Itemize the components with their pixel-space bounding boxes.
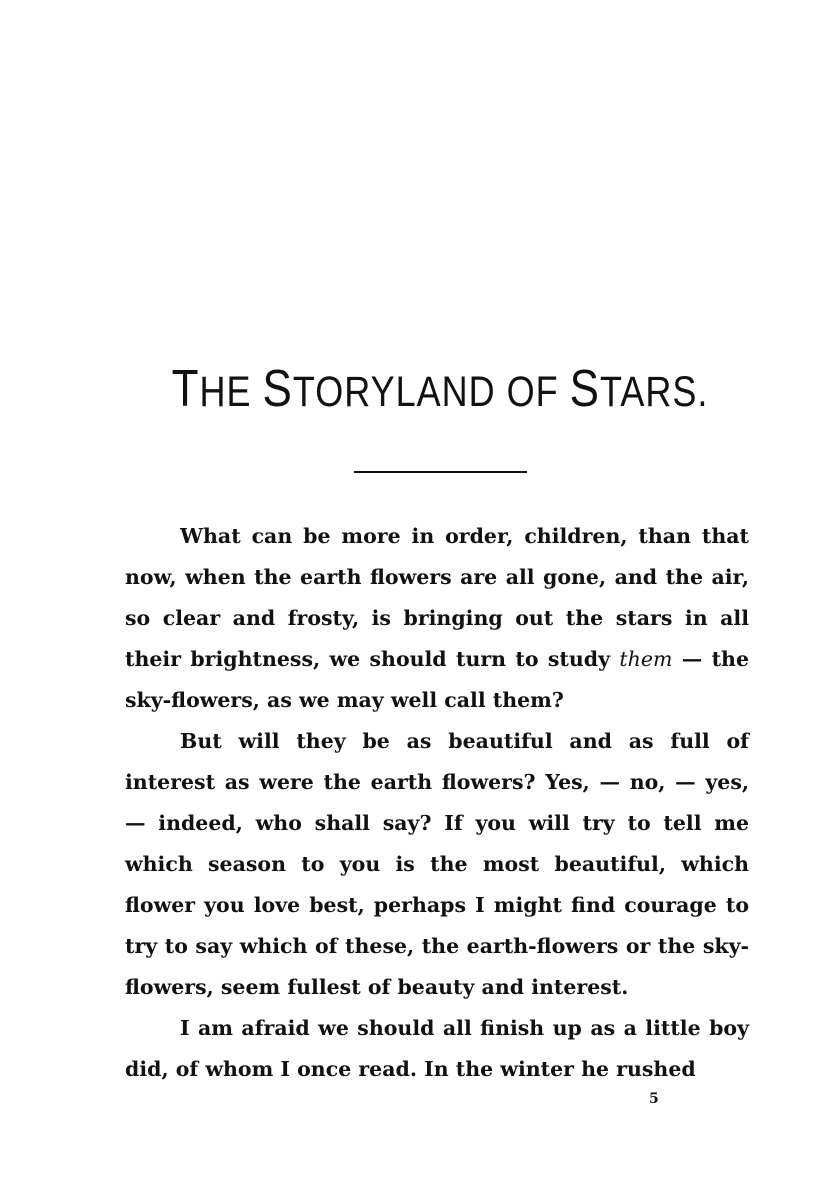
title-initial-s: S — [262, 360, 293, 418]
title-divider — [354, 471, 527, 473]
title-initial-s2: S — [569, 360, 600, 418]
title-small-caps-tars: TARS. — [600, 367, 709, 416]
paragraph-1-before: What can be more in order, children, than that now, when the earth flowers are all gone, and the air, so clear and frosty, is bringing out the stars in all their brightness, we should turn to study — [125, 524, 749, 671]
paragraph-3: I am afraid we should all finish up as a little boy did, of whom I once read. In the winter he rushed — [125, 1016, 749, 1081]
chapter-body — [125, 516, 749, 1090]
paragraph-1 — [125, 516, 749, 721]
paragraph-2: But will they be as beautiful and as full of interest as were the earth flowers? Yes, — no, — yes, — indeed, who shall say? If you will try to tell me which season to you is the most beautiful, which flower you love best, perhaps I might find courage to try to say which of these, the earth-flowers or the sky-flowers, seem fullest of beauty and interest. — [125, 729, 749, 999]
title-small-caps-he: HE — [199, 367, 263, 416]
chapter-title — [0, 360, 840, 419]
paragraph-1-after: — the sky-flowers, as we may well call them? — [125, 647, 749, 712]
title-initial-t: T — [171, 360, 200, 418]
title-small-caps-toryland: TORYLAND OF — [292, 367, 570, 416]
page-number: 5 — [649, 1091, 659, 1107]
paragraph-1-emphasis: them — [619, 647, 673, 671]
